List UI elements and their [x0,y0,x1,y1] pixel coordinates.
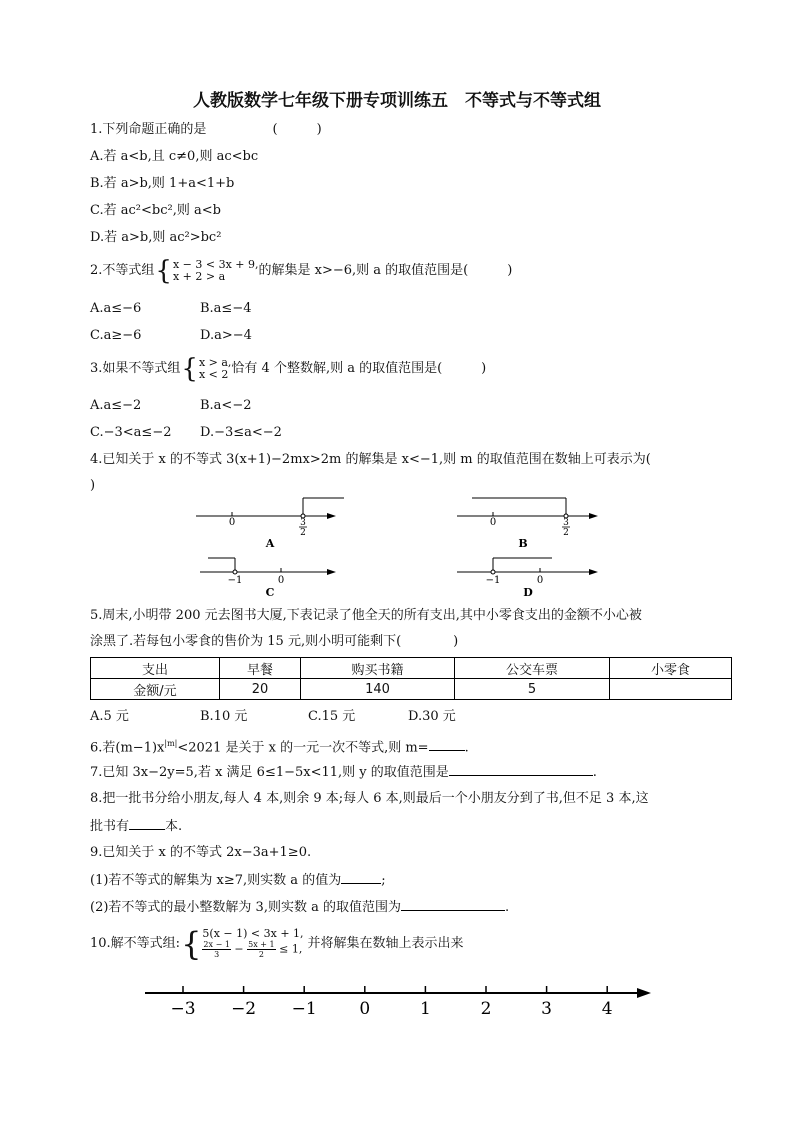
table-header-row [91,658,732,679]
axis-tick-label: −3 [170,999,196,1019]
q2-system: x − 3 < 3x + 9, x + 2 > a [172,257,259,283]
page-title: 人教版数学七年级下册专项训练五 不等式与不等式组 [193,91,601,111]
tick-label: −1 [227,575,243,586]
q3-option-a[interactable]: A.a≤−2 [90,398,142,413]
q6-stem: 6.若$(m-1)x^{|m|}<2021$ 是关于 x 的一元一次不等式,则 m= . [90,739,469,756]
fraction: $\frac{2x - 1}{3}$ [203,940,230,959]
q8-stem-line2: 批书有 本. [90,819,183,834]
tick-label: 0 [489,517,497,528]
arrow-right-icon [637,988,651,998]
axis-tick-label: −1 [291,999,317,1019]
tick-label: 3 [563,518,569,528]
q2-option-d[interactable]: D.a>−4 [200,328,252,343]
q9-part1: (1)若不等式的解集为 x≥7,则实数 a 的值为 ; [90,873,386,888]
fraction: $\frac{5x + 1}{2}$ [248,940,275,959]
q5-options [90,708,456,726]
q1-option-c[interactable]: C.若 ac²<bc²,则 a<b [90,203,221,218]
table-header-cell: 早餐 [220,658,301,679]
axis-tick-label: −2 [231,999,257,1019]
q3-option-d[interactable]: D.−3≤a<−2 [200,425,282,440]
q5-option-a[interactable]: A.5 元 [90,709,129,724]
q10-number-line[interactable] [0,978,794,1024]
q9-part2: (2)若不等式的最小整数解为 3,则实数 a 的取值范围为 . [90,900,510,915]
q3-option-c[interactable]: C.−3<a≤−2 [90,425,172,440]
table-cell: 金额/元 [91,679,220,700]
q3-stem: 3.如果不等式组{x > a, x < 2 恰有 4 个整数解,则 a 的取值范围是( ) [90,353,487,384]
q5-expense-table [90,657,732,700]
table-cell: 140 [301,679,455,700]
brace-icon: { [181,353,198,384]
axis-tick-label: 3 [541,999,553,1019]
q1-stem: 1.下列命题正确的是 ( ) [90,122,322,137]
table-header-cell: 小零食 [610,658,732,679]
table-cell: 5 [455,679,610,700]
q2-option-a[interactable]: A.a≤−6 [90,301,142,316]
q5-option-b[interactable]: B.10 元 [200,709,248,724]
q2-options-row2 [90,327,252,345]
tick-label: 3 [300,518,306,528]
tick-label: 2 [300,528,306,538]
q9-stem: 9.已知关于 x 的不等式 2x−3a+1≥0. [90,845,312,860]
brace-icon: { [181,924,202,963]
tick-label: 0 [228,517,236,528]
q2-options-row1 [90,300,252,318]
tick-label: −1 [485,575,501,586]
q2-option-c[interactable]: C.a≥−6 [90,328,142,343]
axis-tick-label: 4 [601,999,613,1019]
q3-system: x > a, x < 2 [198,355,232,381]
q6-answer-blank[interactable] [429,738,465,751]
q4-option-a-diagram[interactable] [196,498,344,550]
q7-answer-blank[interactable] [449,763,593,776]
q5-stem-line1: 5.周末,小明带 200 元去图书大厦,下表记录了他全天的所有支出,其中小零食支出的金额不小心被 [90,608,642,623]
q4-stem-line2: ) [90,478,96,493]
q4-lower-labels [0,584,794,600]
q4-option-d-diagram[interactable] [457,558,598,586]
axis-tick-label: 1 [419,999,431,1019]
q4-option-c-diagram[interactable] [200,558,336,586]
tick-label: 2 [563,528,569,538]
q5-option-d[interactable]: D.30 元 [408,709,456,724]
tick-label: 0 [536,575,544,586]
q1-option-d[interactable]: D.若 a>b,则 ac²>bc² [90,230,222,245]
table-cell: 20 [220,679,301,700]
q9-part2-answer-blank[interactable] [401,898,505,911]
q8-stem-line1: 8.把一批书分给小朋友,每人 4 本,则余 9 本;每人 6 本,则最后一个小朋友分到了书,但不足 3 本,这 [90,791,649,806]
axis-tick-label: 2 [480,999,492,1019]
q1-option-a[interactable]: A.若 a<b,且 c≠0,则 ac<bc [90,149,259,164]
table-header-cell: 支出 [91,658,220,679]
q3-options-row1 [90,397,252,415]
q4-stem-line1: 4.已知关于 x 的不等式 3(x+1)−2mx>2m 的解集是 x<−1,则 m 的取值范围在数轴上可表示为( [90,452,651,467]
q3-option-b[interactable]: B.a<−2 [200,398,252,413]
q5-option-c[interactable]: C.15 元 [308,709,356,724]
axis-tick-label: 0 [359,999,371,1019]
q2-stem: 2.不等式组{x − 3 < 3x + 9, x + 2 > a 的解集是 x>−6,则 a 的取值范围是( ) [90,255,513,286]
option-label: C [265,586,275,599]
q2-option-b[interactable]: B.a≤−4 [200,301,252,316]
q7-stem: 7.已知 3x−2y=5,若 x 满足 6≤1−5x<11,则 y 的取值范围是 . [90,765,597,780]
q3-options-row2 [90,424,282,442]
q1-answer-paren[interactable]: ( ) [272,122,322,137]
q10-system: 5(x − 1) < 3x + 1, $\frac{2x - 1}{3}$ − $\frac{5x + 1}{2}$ ≤ 1, [202,927,304,959]
q9-part1-answer-blank[interactable] [341,871,381,884]
q1-option-b[interactable]: B.若 a>b,则 1+a<1+b [90,176,235,191]
q4-number-line-options [0,492,794,586]
option-label: D [523,586,533,599]
table-header-cell: 公交车票 [455,658,610,679]
brace-icon: { [155,255,172,286]
option-label: B [518,537,528,550]
tick-label: 0 [277,575,285,586]
option-label: A [265,537,275,550]
q4-option-b-diagram[interactable] [457,498,598,550]
table-cell-blank[interactable] [610,679,732,700]
table-row [91,679,732,700]
q8-answer-blank[interactable] [129,817,165,830]
q5-stem-line2: 涂黑了.若每包小零食的售价为 15 元,则小明可能剩下( ) [90,634,459,649]
table-header-cell: 购买书籍 [301,658,455,679]
q10-stem: 10.解不等式组:{5(x − 1) < 3x + 1, $\frac{2x - 1}{3}$ − $\frac{5x + 1}{2}$ ≤ 1, 并将解集在数轴上表示出来 [90,924,464,963]
